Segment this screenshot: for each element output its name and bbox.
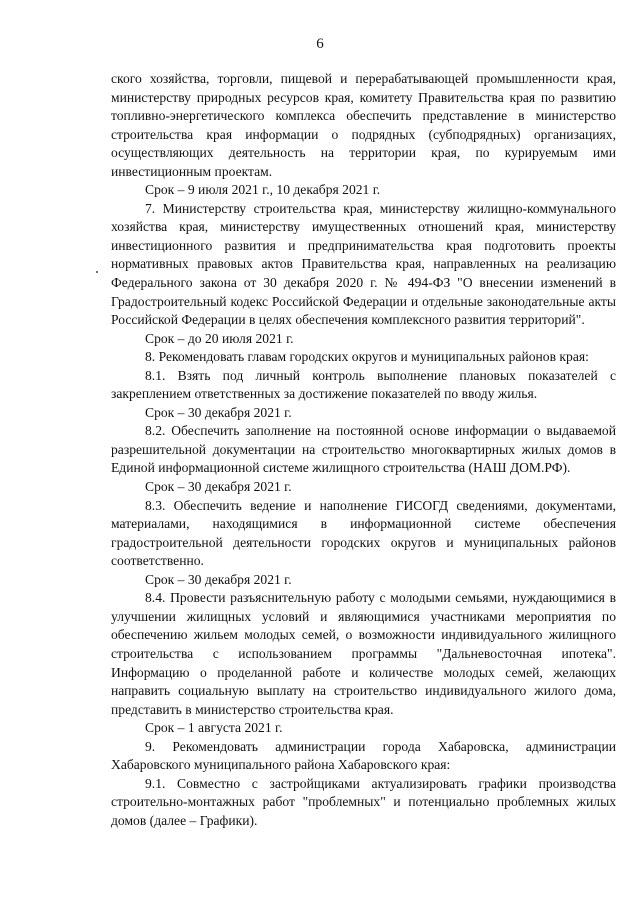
deadline-line: Срок – 30 декабря 2021 г. (145, 479, 292, 495)
paragraph-item-8-4: 8.4. Провести разъяснительную работу с молодыми семьями, нуждающимися в улучшении жилищных условий и являющимися участниками мероприятия по обеспечению жильем молодых семей, о возможности индивидуального жилищного строительства с использованием программы "Дальневосточная ипотека". Информацию о проделанной работе и количестве молодых семей, желающих направить социальную выплату на строительство индивидуального жилого дома, представить в министерство строительства края. (111, 590, 616, 717)
deadline-line: Срок – 30 декабря 2021 г. (145, 571, 292, 587)
margin-dot (96, 271, 98, 273)
document-body (111, 70, 616, 830)
paragraph-item-9: 9. Рекомендовать администрации города Хабаровска, администрации Хабаровского муниципального района Хабаровского края: (111, 738, 616, 773)
deadline-line: Срок – 1 августа 2021 г. (145, 720, 283, 736)
paragraph-item-8-3: 8.3. Обеспечить ведение и наполнение ГИСОГД сведениями, документами, материалами, находящимися в информационной системе обеспечения градостроительной деятельности городских округов и муниципальных районов соответственно. (111, 497, 616, 569)
deadline-line: Срок – 30 декабря 2021 г. (145, 404, 292, 420)
paragraph-item-7: 7. Министерству строительства края, министерству жилищно-коммунального хозяйства края, министерству имущественных отношений края, министерству инвестиционного развития и предпринимательства края подготовить проекты нормативных правовых актов Правительства края, направленных на реализацию Федерального закона от 30 декабря 2020 г. № 494-ФЗ "О внесении изменений в Градостроительный кодекс Российской Федерации и отдельные законодательные акты Российской Федерации в целях обеспечения комплексного развития территорий". (111, 200, 616, 328)
deadline-line: Срок – до 20 июля 2021 г. (145, 330, 294, 346)
paragraph-item-9-1: 9.1. Совместно с застройщиками актуализировать графики производства строительно-монтажных работ "проблемных" и потенциально проблемных жилых домов (далее – Графики). (111, 775, 616, 828)
page-number: 6 (316, 36, 324, 52)
paragraph-item-8: 8. Рекомендовать главам городских округов и муниципальных районов края: (145, 349, 589, 365)
paragraph-item-8-2: 8.2. Обеспечить заполнение на постоянной основе информации о выдаваемой разрешительной документации на строительство многоквартирных жилых домов в Единой информационной системе жилищного строительства (НАШ ДОМ.РФ). (111, 423, 616, 476)
paragraph-item-8-1: 8.1. Взять под личный контроль выполнение плановых показателей с закреплением ответственных за достижение показателей по вводу жилья. (111, 367, 616, 402)
deadline-line: Срок – 9 июля 2021 г., 10 декабря 2021 г. (145, 182, 381, 198)
paragraph-continuation: ского хозяйства, торговли, пищевой и перерабатывающей промышленности края, министерству природных ресурсов края, комитету Правительства края по развитию топливно-энергетического комплекса обеспечить представление в министерство строительства края информации о подрядных (субподрядных) организациях, осуществляющих деятельность на территории края, по курируемым ими инвестиционным проектам. (111, 71, 616, 179)
